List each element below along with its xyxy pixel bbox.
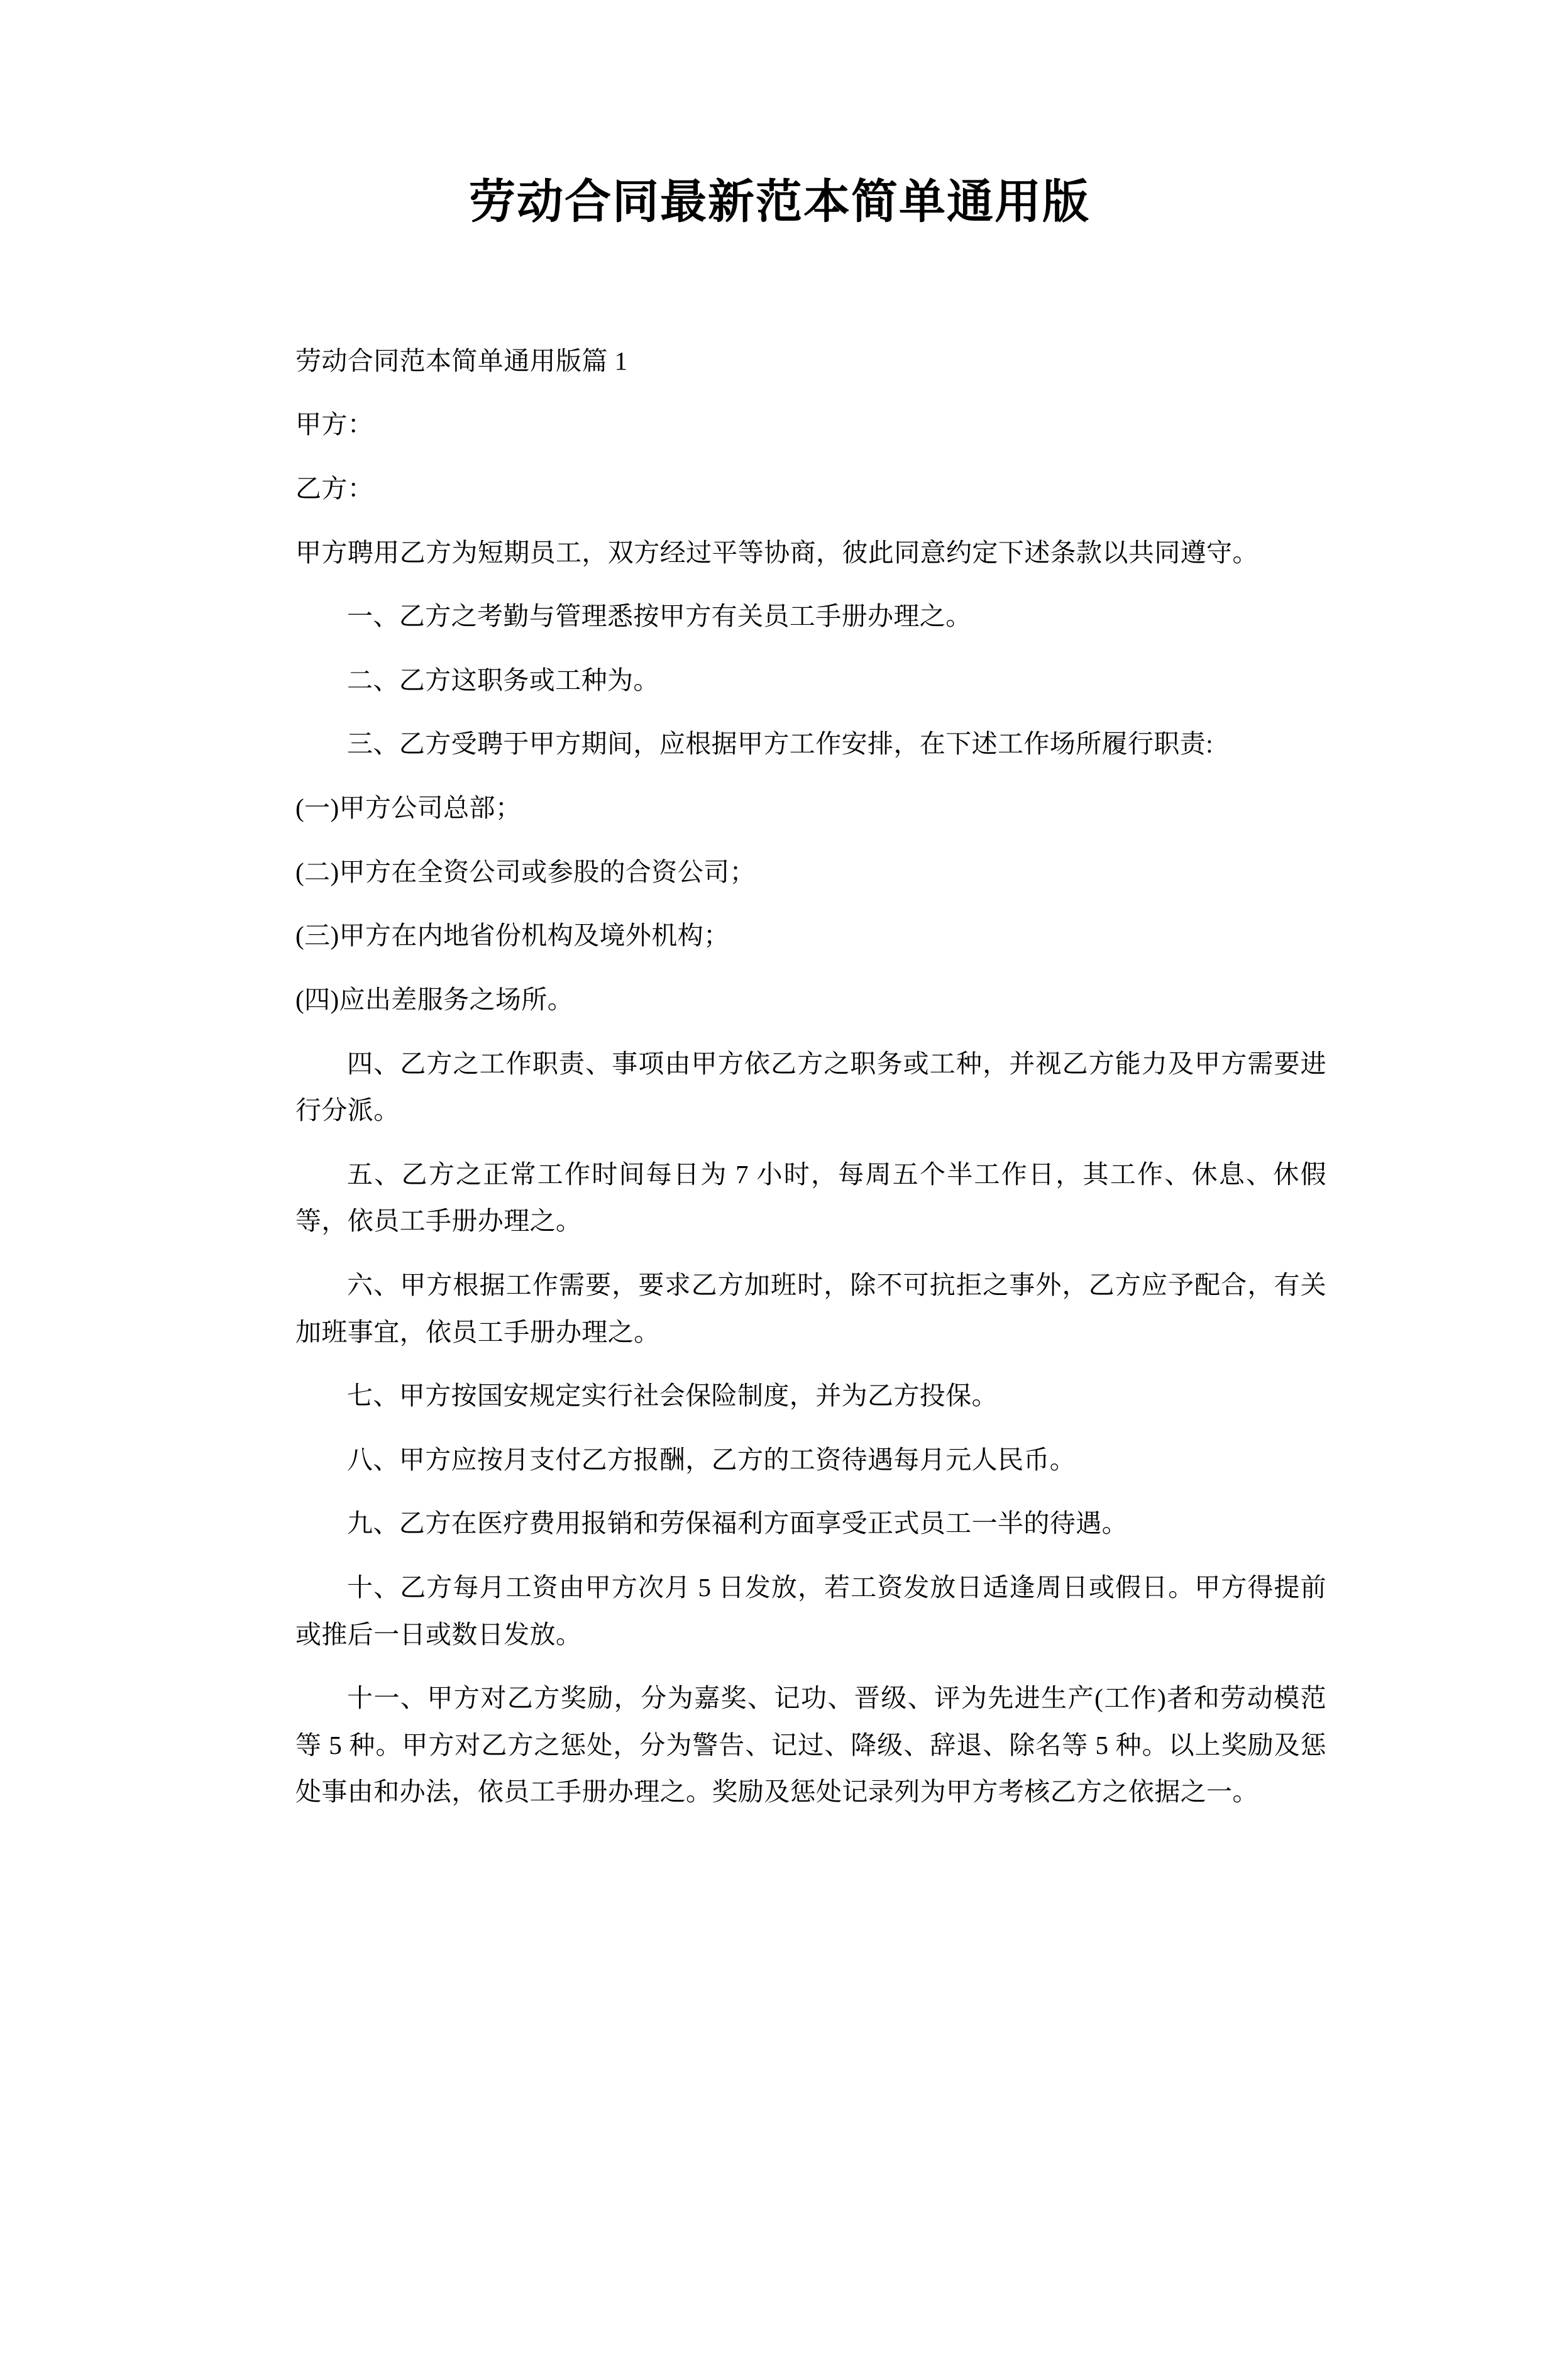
page-title: 劳动合同最新范本简单通用版 [469,177,1090,228]
document-paragraph: (二)甲方在全资公司或参股的合资公司； [295,857,756,886]
document-paragraph: 四、乙方之工作职责、事项由甲方依乙方之职务或工种，并视乙方能力及甲方需要进行分派。 [295,1049,1326,1125]
document-page [0,175,1559,2380]
document-paragraph: (四)应出差服务之场所。 [295,984,574,1014]
document-paragraph: 十一、甲方对乙方奖励，分为嘉奖、记功、晋级、评为先进生产(工作)者和劳动模范等 5 种。甲方对乙方之惩处，分为警告、记过、降级、辞退、除名等 5 种。以上奖励及惩处事由和办法，依员工手册办理之。奖励及惩处记录列为甲方考核乙方之依据之一。 [295,1683,1326,1807]
document-body [295,338,1326,1815]
document-paragraph: (三)甲方在内地省份机构及境外机构； [295,921,730,950]
document-paragraph: 九、乙方在医疗费用报销和劳保福利方面享受正式员工一半的待遇。 [347,1509,1128,1538]
document-paragraph: 二、乙方这职务或工种为。 [347,665,659,695]
document-paragraph: 八、甲方应按月支付乙方报酬，乙方的工资待遇每月元人民币。 [347,1445,1076,1474]
document-paragraph: 乙方： [295,474,374,504]
document-paragraph: 一、乙方之考勤与管理悉按甲方有关员工手册办理之。 [347,602,972,631]
document-paragraph: 甲方聘用乙方为短期员工，双方经过平等协商，彼此同意约定下述条款以共同遵守。 [295,537,1259,567]
document-paragraph: 三、乙方受聘于甲方期间，应根据甲方工作安排，在下述工作场所履行职责: [347,729,1213,759]
document-paragraph: 六、甲方根据工作需要，要求乙方加班时，除不可抗拒之事外，乙方应予配合，有关加班事宜，依员工手册办理之。 [295,1270,1326,1347]
document-paragraph: (一)甲方公司总部； [295,793,522,823]
document-paragraph: 甲方： [295,410,374,439]
document-paragraph: 七、甲方按国安规定实行社会保险制度，并为乙方投保。 [347,1381,998,1411]
document-paragraph: 劳动合同范本简单通用版篇 1 [295,346,628,375]
document-paragraph: 五、乙方之正常工作时间每日为 7 小时，每周五个半工作日，其工作、休息、休假等，依员工手册办理之。 [295,1159,1326,1236]
document-paragraph: 十、乙方每月工资由甲方次月 5 日发放，若工资发放日适逢周日或假日。甲方得提前或推后一日或数日发放。 [295,1572,1326,1649]
